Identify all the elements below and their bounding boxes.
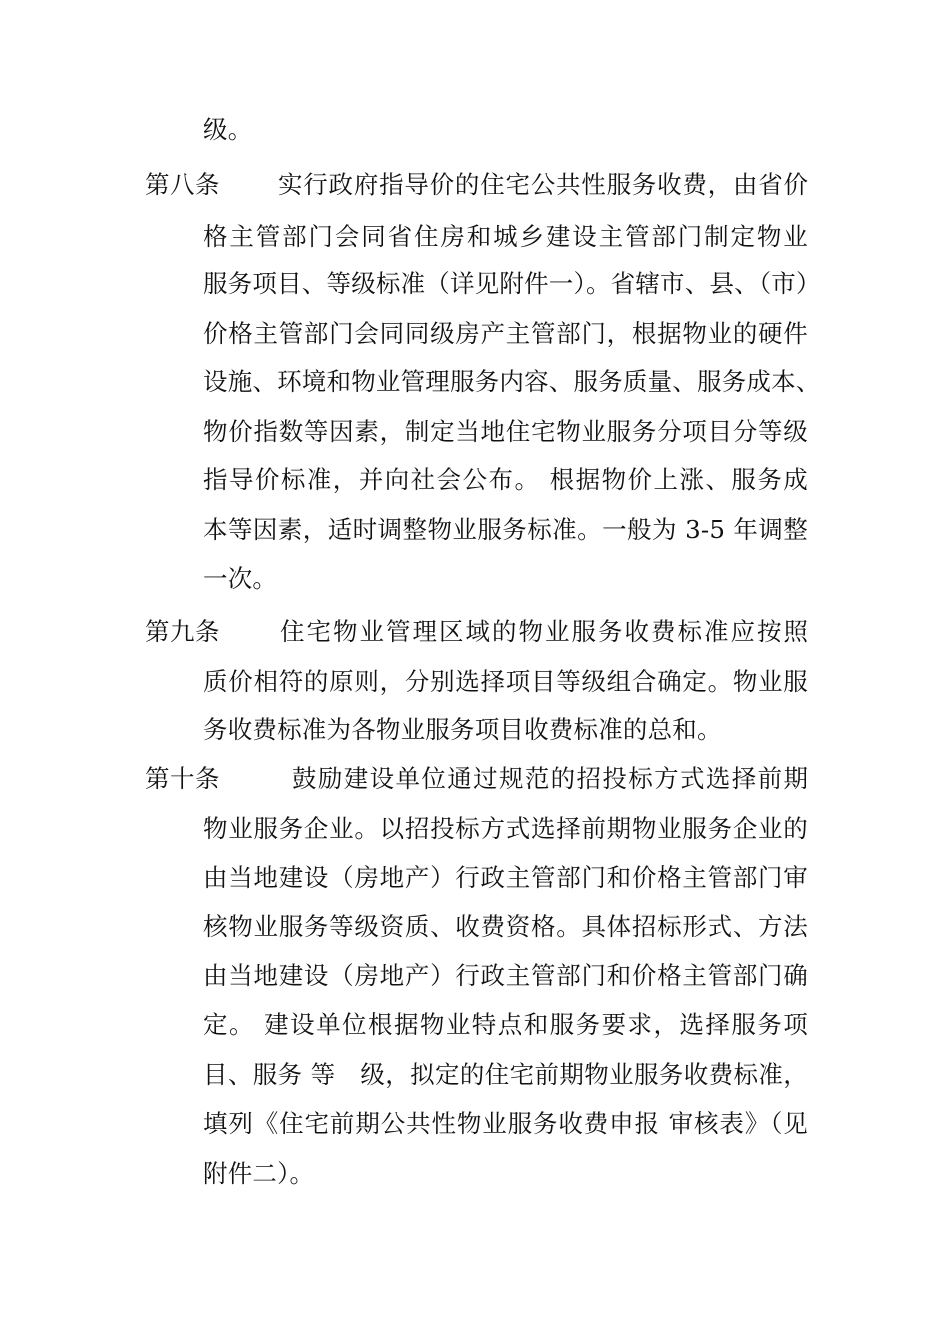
article-9-first-line: 住宅物业管理区域的物业服务收费标准应按照 bbox=[280, 617, 808, 646]
article-9-line: 质价相符的原则，分别选择项目等级组合确定。物业服 bbox=[203, 667, 808, 696]
article-8-line: 格主管部门会同省住房和城乡建设主管部门制定物业 bbox=[203, 222, 808, 251]
article-8-line: 本等因素，适时调整物业服务标准。一般为 3-5 年调整 bbox=[203, 515, 808, 544]
article-9-line: 务收费标准为各物业服务项目收费标准的总和。 bbox=[203, 715, 722, 744]
article-10-line: 核物业服务等级资质、收费资格。具体招标形式、方法 bbox=[203, 912, 808, 941]
article-10-line: 目、服务 等 级，拟定的住宅前期物业服务收费标准， bbox=[203, 1060, 808, 1089]
article-8-line: 服务项目、等级标准（详见附件一）。省辖市、县、（市） bbox=[203, 269, 821, 298]
article-8-line: 价格主管部门会同同级房产主管部门，根据物业的硬件 bbox=[203, 319, 808, 348]
article-10-line: 填列《住宅前期公共性物业服务收费申报 审核表》（见 bbox=[203, 1109, 808, 1138]
article-10-line: 定。 建设单位根据物业特点和服务要求，选择服务项 bbox=[203, 1010, 808, 1039]
intro-line: 级。 bbox=[203, 115, 253, 144]
article-10-line: 附件二）。 bbox=[203, 1159, 315, 1188]
article-10-line: 由当地建设（房地产）行政主管部门和价格主管部门审 bbox=[203, 863, 808, 892]
article-8-line: 指导价标准，并向社会公布。 根据物价上涨、服务成 bbox=[203, 465, 808, 494]
article-10-line: 由当地建设（房地产）行政主管部门和价格主管部门确 bbox=[203, 961, 808, 990]
article-9-label: 第九条 bbox=[145, 617, 220, 646]
article-8-first-line: 实行政府指导价的住宅公共性服务收费，由省价 bbox=[278, 170, 808, 199]
article-8-line: 物价指数等因素，制定当地住宅物业服务分项目分等级 bbox=[203, 417, 808, 446]
article-10-label: 第十条 bbox=[145, 764, 220, 793]
article-10-first-line: 鼓励建设单位通过规范的招投标方式选择前期 bbox=[292, 764, 808, 793]
article-10-line: 物业服务企业。以招投标方式选择前期物业服务企业的 bbox=[203, 814, 808, 843]
article-8-line: 一次。 bbox=[203, 564, 278, 593]
article-8-line: 设施、环境和物业管理服务内容、服务质量、服务成本、 bbox=[203, 367, 821, 396]
article-8-label: 第八条 bbox=[145, 170, 220, 199]
